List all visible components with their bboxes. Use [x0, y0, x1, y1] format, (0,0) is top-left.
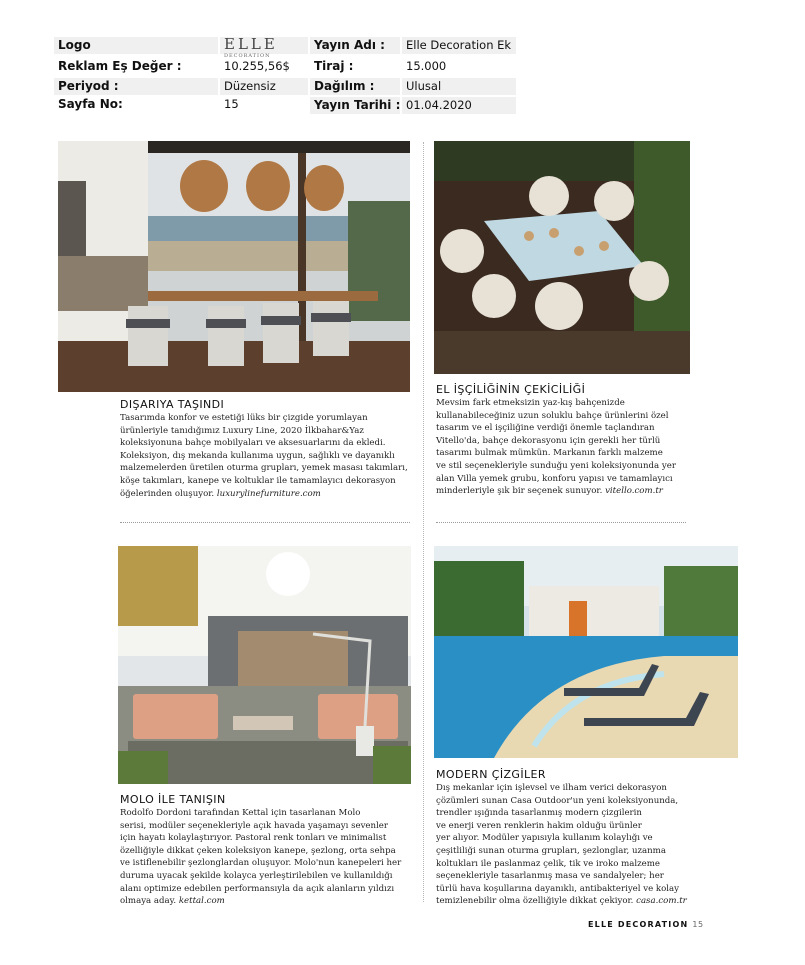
photo-pool-loungers	[434, 546, 738, 758]
article-line: Tasarımda konfor ve estetiği lüks bir çizgide yorumlayan	[120, 413, 368, 423]
circulation-label: Tiraj :	[314, 59, 354, 73]
publication-label: Yayın Adı :	[310, 37, 400, 54]
article-line: kullanabileceğiniz uzun soluklu bahçe ürünlerini özel	[436, 410, 669, 421]
photo-terrace-dining	[58, 141, 410, 392]
distribution-value: Ulusal	[402, 78, 516, 95]
article-separator	[120, 522, 410, 523]
article-body-disariya-tasindi	[120, 412, 408, 500]
article-body-molo	[120, 807, 401, 908]
article-line: temizlenebilir olma özelliğiyle dikkat çekiyor.	[436, 896, 634, 907]
period-value: Düzensiz	[220, 78, 308, 95]
article-title-el-isciligi: EL İŞÇİLİĞİNİN ÇEKİCİLİĞİ	[436, 383, 586, 396]
footer-page-number: 15	[692, 920, 704, 929]
footer-brand: ELLE DECORATION	[588, 920, 689, 929]
photo-molo-lounge	[118, 546, 411, 784]
article-line: Mevsim fark etmeksizin yaz-kış bahçenizde	[436, 398, 625, 408]
article-body-modern-cizgiler	[436, 782, 687, 908]
article-line: koleksiyonuna bahçe mobilyaları ve aksesuarlarını da ekledi.	[120, 438, 386, 449]
article-line: çeşitliliği sunan oturma grupları, şezlonglar, uzanma	[436, 845, 666, 856]
article-line: serisi, modüler seçenekleriyle açık havada yaşamayı sevenler	[120, 820, 388, 831]
article-line: alanı optimize edebilen performansıyla da açık alanların yıldızı	[120, 883, 395, 894]
article-line: Dış mekanlar için işlevsel ve ilham verici dekorasyon	[436, 783, 667, 793]
column-divider	[423, 142, 424, 902]
ad-value-label: Reklam Eş Değer :	[58, 59, 182, 73]
page-label: Sayfa No:	[58, 97, 123, 111]
photo-garden-table-aerial	[434, 141, 690, 374]
article-line: malzemelerden üretilen oturma grupları, yemek masası takımları,	[120, 463, 408, 474]
article-line: olmaya aday.	[120, 896, 177, 907]
publication-value: Elle Decoration Ek	[402, 37, 516, 54]
page-footer	[588, 920, 704, 929]
article-line: Koleksiyon, dış mekanda kullanıma uygun, sağlıklı ve dayanıklı	[120, 450, 395, 461]
article-line: Vitello'da, bahçe dekorasyonu için gerekli her türlü	[436, 435, 661, 446]
article-separator	[436, 522, 686, 523]
article-line: ve stil seçenekleriyle sunduğu yeni koleksiyonunda yer	[436, 460, 676, 471]
article-url[interactable]: casa.com.tr	[636, 896, 687, 907]
article-line: tasarım ve el işçiliğine verdiği önemle taçlandıran	[436, 423, 655, 434]
article-line: minderleriyle şık bir seçenek sunuyor.	[436, 486, 603, 497]
date-label: Yayın Tarihi :	[310, 97, 400, 114]
circulation-value: 15.000	[406, 59, 447, 73]
article-line: trendler ışığında tasarlanmış modern çizgilerin	[436, 808, 642, 819]
article-line: özelliğiyle dikkat çeken koleksiyon kanepe, şezlong, orta sehpa	[120, 845, 396, 856]
article-line: koltukları ile paslanmaz çelik, tik ve iroko malzeme	[436, 858, 660, 869]
article-line: alan Villa yemek grubu, konforu yapısı ve tamamlayıcı	[436, 473, 673, 484]
article-line: seçenekleriyle tasarlanmış masa ve sandalyeler; her	[436, 871, 664, 882]
date-value: 01.04.2020	[402, 97, 516, 114]
article-url[interactable]: kettal.com	[178, 896, 225, 907]
article-line: ürünleriyle tanıdığımız Luxury Line, 2020 İlkbahar&Yaz	[120, 425, 364, 436]
article-line: tasarımı bulmak mümkün. Markanın farklı malzeme	[436, 448, 663, 459]
article-url[interactable]: vitello.com.tr	[605, 486, 663, 497]
article-line: köşe takımları, kanepe ve koltuklar ile tamamlayıcı dekorasyon	[120, 475, 396, 486]
logo-label: Logo	[54, 37, 218, 54]
article-line: Rodolfo Dordoni tarafından Kettal için tasarlanan Molo	[120, 808, 361, 818]
ad-value: 10.255,56$	[224, 59, 290, 73]
article-line: ve enerji veren renklerin hakim olduğu ürünler	[436, 820, 642, 831]
page-value: 15	[224, 97, 239, 111]
article-title-modern-cizgiler: MODERN ÇİZGİLER	[436, 768, 546, 781]
elle-logo-text: ELLE	[224, 35, 278, 53]
article-line: ve istiflenebilir şezlonglardan oluşuyor. Molo'nun kanepeleri her	[120, 858, 402, 869]
article-line: yer alıyor. Modüler yapısıyla kullanım kolaylığı ve	[436, 833, 653, 844]
article-title-molo: MOLO İLE TANIŞIN	[120, 793, 226, 806]
article-body-el-isciligi	[436, 397, 676, 498]
article-url[interactable]: luxurylinefurniture.com	[216, 488, 321, 499]
elle-logo	[220, 35, 308, 59]
distribution-label: Dağılım :	[310, 78, 400, 95]
elle-logo-sub: DECORATION	[224, 53, 271, 59]
article-line: türlü hava koşullarına dayanıklı, antibakteriyel ve kolay	[436, 883, 680, 894]
article-title-disariya-tasindi: DIŞARIYA TAŞINDI	[120, 398, 225, 411]
article-line: duruma uyacak şekilde kolayca yerleştirilebilen ve kullanıldığı	[120, 870, 393, 881]
period-label: Periyod :	[54, 78, 218, 95]
article-line: çözümleri sunan Casa Outdoor'un yeni koleksiyonunda,	[436, 795, 679, 806]
article-line: için hayatı kolaylaştırıyor. Pastoral renk tonları ve minimalist	[120, 833, 387, 844]
article-line: öğelerinden oluşuyor.	[120, 488, 215, 499]
